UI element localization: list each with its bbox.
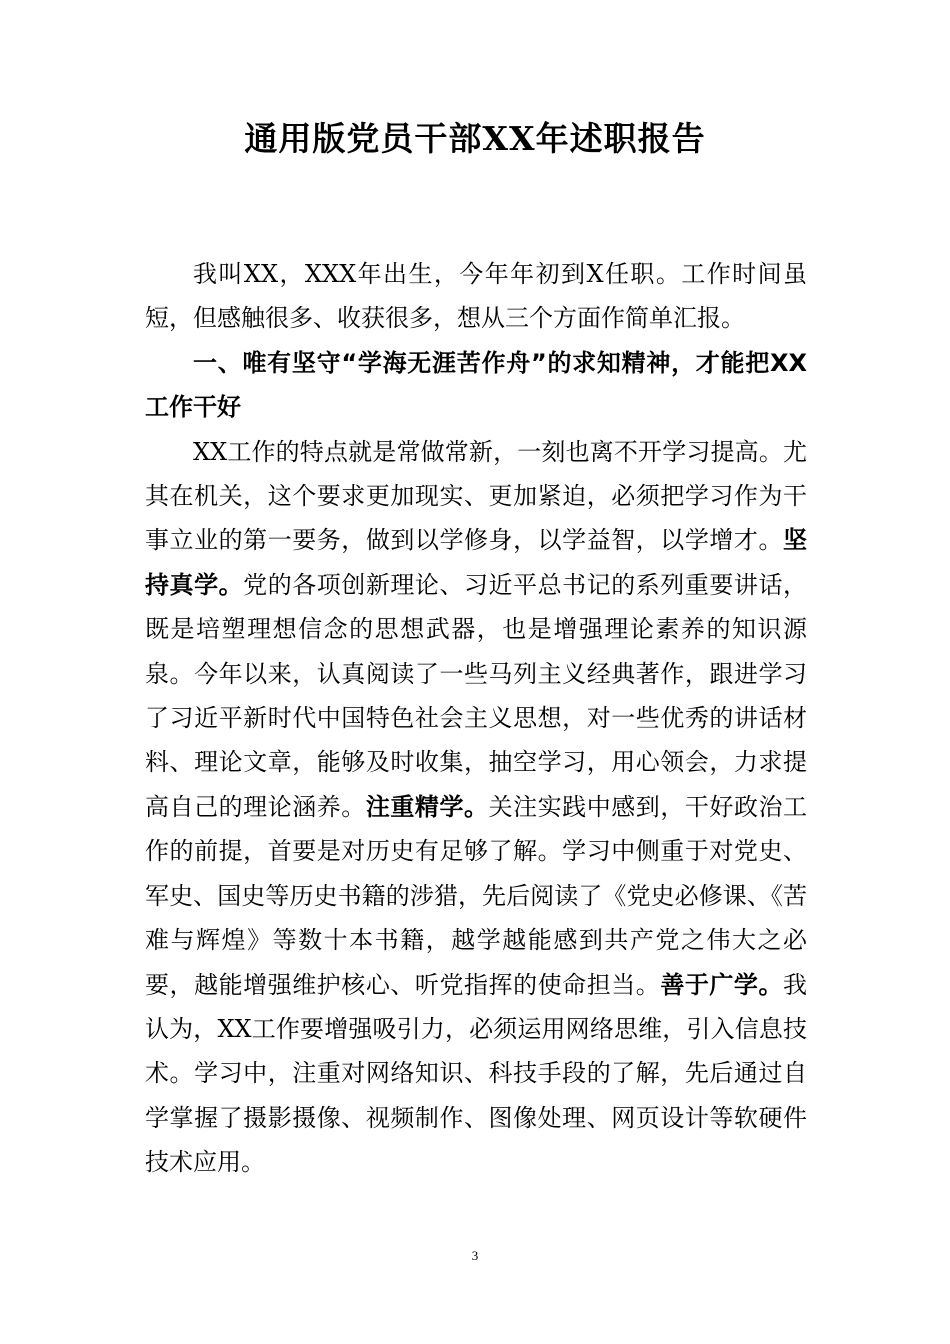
point-text-guangxue: 我认为，XX工作要增强吸引力，必须运用网络思维，引入信息技术。学习中，注重对网络知识、科技手段的了解，先后通过自学掌握了摄影摄像、视频制作、图像处理、网页设计等软硬件技术应用。 xyxy=(145,970,808,1177)
section-heading: 一、唯有坚守“学海无涯苦作舟”的求知精神，才能把XX工作干好 xyxy=(145,348,807,422)
section-lead-text: XX工作的特点就是常做常新，一刻也离不开学习提高。尤其在机关，这个要求更加现实、更加紧迫，必须把学习作为干事立业的第一要务，做到以学修身，以学益智，以学增才。 xyxy=(145,437,807,555)
point-title-zhenxue: 坚持真学。 xyxy=(145,526,807,599)
point-title-guangxue: 善于广学。 xyxy=(660,970,784,999)
intro-paragraph: 我叫XX，XXX年出生，今年年初到X任职。工作时间虽短，但感触很多、收获很多，想从三个方面作简单汇报。 xyxy=(145,260,807,333)
point-title-jingxue: 注重精学。 xyxy=(365,792,489,821)
document-body xyxy=(145,252,807,1185)
section-paragraph xyxy=(145,430,807,1185)
point-text-jingxue: 关注实践中感到，干好政治工作的前提，首要是对历史有足够了解。学习中侧重于对党史、军史、国史等历史书籍的涉猎，先后阅读了《党史必修课、《苦难与辉煌》等数十本书籍，越学越能感到共产党之伟大之必要，越能增强维护核心、听党指挥的使命担当。 xyxy=(145,792,808,999)
page-number: 3 xyxy=(471,1248,479,1263)
document-title: 通用版党员干部XX年述职报告 xyxy=(244,119,706,158)
point-text-zhenxue: 党的各项创新理论、习近平总书记的系列重要讲话，既是培塑理想信念的思想武器，也是增强理论素养的知识源泉。今年以来，认真阅读了一些马列主义经典著作，跟进学习了习近平新时代中国特色社会主义思想，对一些优秀的讲话材料、理论文章，能够及时收集，抽空学习，用心领会，力求提高自己的理论涵养。 xyxy=(145,570,808,821)
